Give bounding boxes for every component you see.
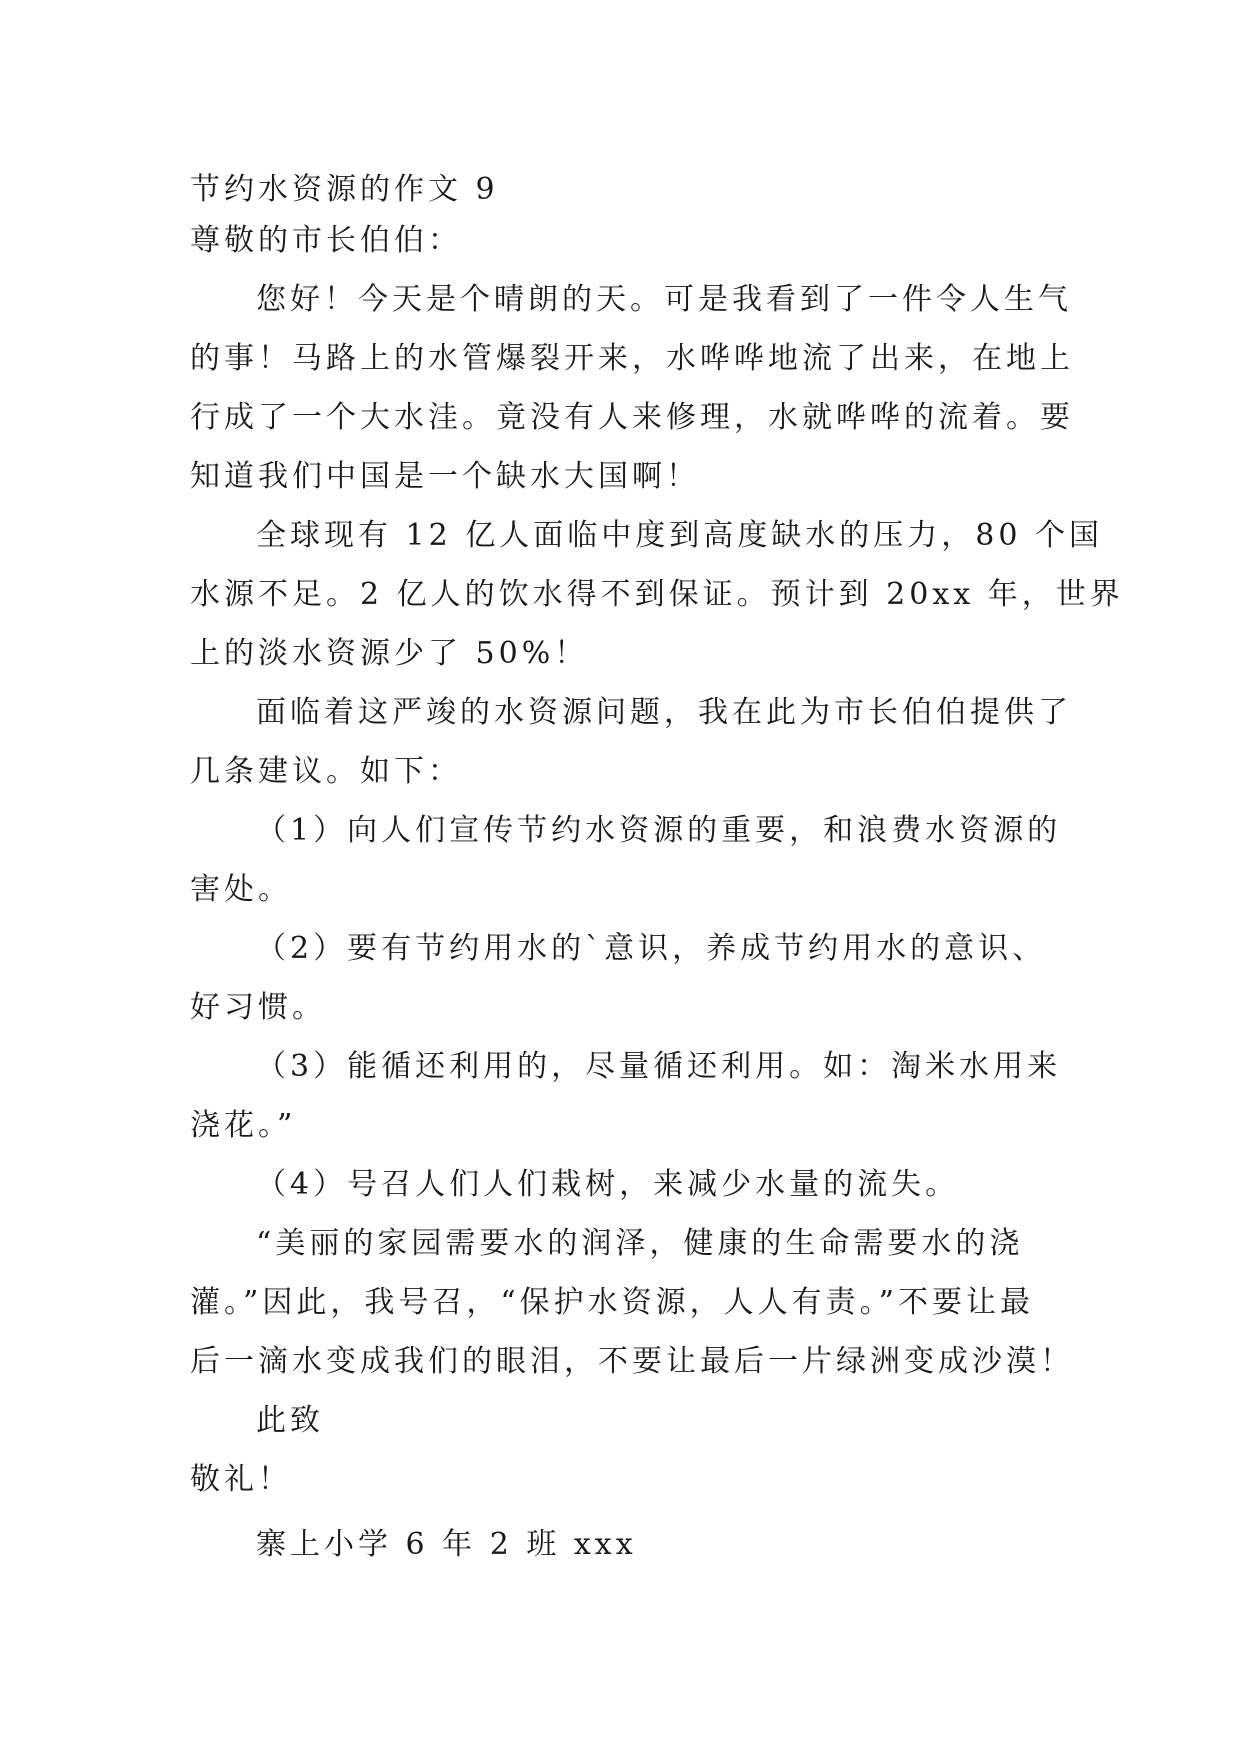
paragraph-line: 的事！马路上的水管爆裂开来，水哗哗地流了出来，在地上 [190, 341, 1074, 376]
paragraph-line: 面临着这严竣的水资源问题，我在此为市长伯伯提供了 [256, 695, 1072, 730]
suggestion-4 [190, 1155, 1060, 1214]
paragraph-line: 好习惯。 [190, 990, 326, 1025]
document-title: 节约水资源的作文 9 [190, 172, 499, 207]
paragraph-line: 行成了一个大水洼。竟没有人来修理，水就哗哗的流着。要 [190, 400, 1074, 435]
document-page [190, 160, 1124, 1574]
paragraph-intro-suggestions [190, 683, 1072, 801]
paragraph-statistics [190, 506, 1124, 683]
paragraph-line: 几条建议。如下： [190, 754, 462, 789]
suggestion-3 [190, 1037, 1060, 1155]
salutation: 尊敬的市长伯伯： [190, 223, 462, 258]
closing: 此致 [256, 1403, 324, 1438]
paragraph-appeal [190, 1214, 1074, 1391]
paragraph-line: 全球现有 12 亿人面临中度到高度缺水的压力，80 个国 [256, 518, 1103, 553]
paragraph-line: “美丽的家园需要水的润泽，健康的生命需要水的浇 [256, 1226, 1024, 1261]
paragraph-line: 后一滴水变成我们的眼泪，不要让最后一片绿洲变成沙漠！ [190, 1344, 1074, 1379]
suggestion-1 [190, 801, 1060, 919]
paragraph-line: （3）能循还利用的，尽量循还利用。如：淘米水用来 [256, 1049, 1062, 1084]
regards: 敬礼！ [190, 1462, 292, 1497]
paragraph-line: 您好！今天是个晴朗的天。可是我看到了一件令人生气 [256, 282, 1072, 317]
paragraph-line: （2）要有节约用水的`意识，养成节约用水的意识、 [256, 931, 1047, 966]
paragraph-line: 知道我们中国是一个缺水大国啊！ [190, 459, 700, 494]
paragraph-line: （1）向人们宣传节约水资源的重要，和浪费水资源的 [256, 813, 1062, 848]
paragraph-line: 上的淡水资源少了 50%！ [190, 636, 589, 671]
paragraph-line: 浇花。” [190, 1108, 297, 1143]
paragraph-line: 水源不足。2 亿人的饮水得不到保证。预计到 20xx 年，世界 [190, 577, 1124, 612]
paragraph-greeting [190, 270, 1074, 506]
suggestion-2 [190, 919, 1060, 1037]
signature: 寨上小学 6 年 2 班 xxx [256, 1527, 637, 1562]
paragraph-line: 灌。”因此，我号召，“保护水资源，人人有责。”不要让最 [190, 1285, 1035, 1320]
paragraph-line: 害处。 [190, 872, 292, 907]
paragraph-line: （4）号召人们人们栽树，来减少水量的流失。 [256, 1167, 960, 1202]
